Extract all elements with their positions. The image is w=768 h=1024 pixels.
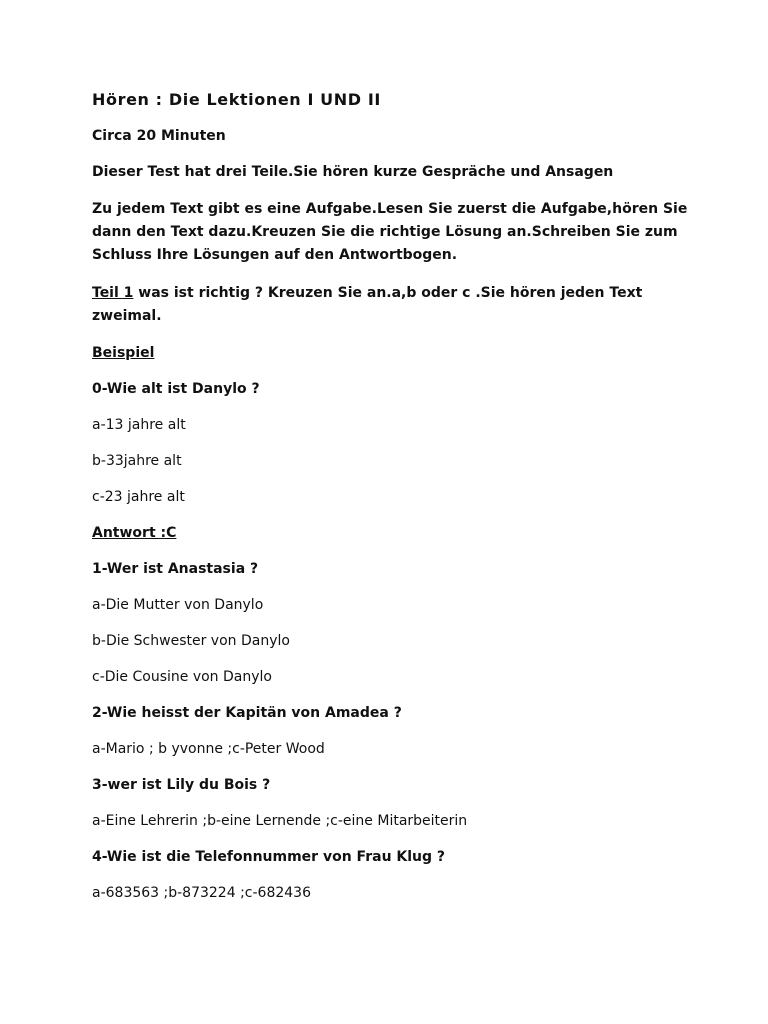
duration-text: Circa 20 Minuten (92, 128, 226, 144)
intro-paragraph-2-line-3: Schluss Ihre Lösungen auf den Antwortbogen. (92, 247, 458, 263)
example-option-c: c-23 jahre alt (92, 489, 185, 505)
teil-1-instruction-text: was ist richtig ? Kreuzen Sie an.a,b oder c .Sie hören jeden Text (133, 285, 643, 301)
question-1-option-a: a-Die Mutter von Danylo (92, 597, 264, 613)
example-label: Beispiel (92, 345, 155, 361)
page-title: Hören : Die Lektionen I UND II (92, 90, 381, 109)
teil-1-instruction-line-2: zweimal. (92, 308, 162, 324)
question-2-options: a-Mario ; b yvonne ;c-Peter Wood (92, 741, 325, 757)
question-1-option-b: b-Die Schwester von Danylo (92, 633, 290, 649)
question-4: 4-Wie ist die Telefonnummer von Frau Klug ? (92, 849, 446, 865)
example-answer: Antwort :C (92, 525, 177, 541)
teil-1-label: Teil 1 (92, 285, 134, 301)
example-option-a: a-13 jahre alt (92, 417, 186, 433)
teil-1-instruction-line-1 (92, 282, 642, 305)
intro-paragraph-1: Dieser Test hat drei Teile.Sie hören kurze Gespräche und Ansagen (92, 164, 614, 180)
question-4-options: a-683563 ;b-873224 ;c-682436 (92, 885, 311, 901)
question-1-option-c: c-Die Cousine von Danylo (92, 669, 272, 685)
question-3: 3-wer ist Lily du Bois ? (92, 777, 271, 793)
question-3-options: a-Eine Lehrerin ;b-eine Lernende ;c-eine Mitarbeiterin (92, 813, 468, 829)
example-option-b: b-33jahre alt (92, 453, 182, 469)
example-question: 0-Wie alt ist Danylo ? (92, 381, 260, 397)
question-1: 1-Wer ist Anastasia ? (92, 561, 259, 577)
intro-paragraph-2-line-1: Zu jedem Text gibt es eine Aufgabe.Lesen Sie zuerst die Aufgabe,hören Sie (92, 201, 688, 217)
question-2: 2-Wie heisst der Kapitän von Amadea ? (92, 705, 402, 721)
intro-paragraph-2-line-2: dann den Text dazu.Kreuzen Sie die richtige Lösung an.Schreiben Sie zum (92, 224, 678, 240)
